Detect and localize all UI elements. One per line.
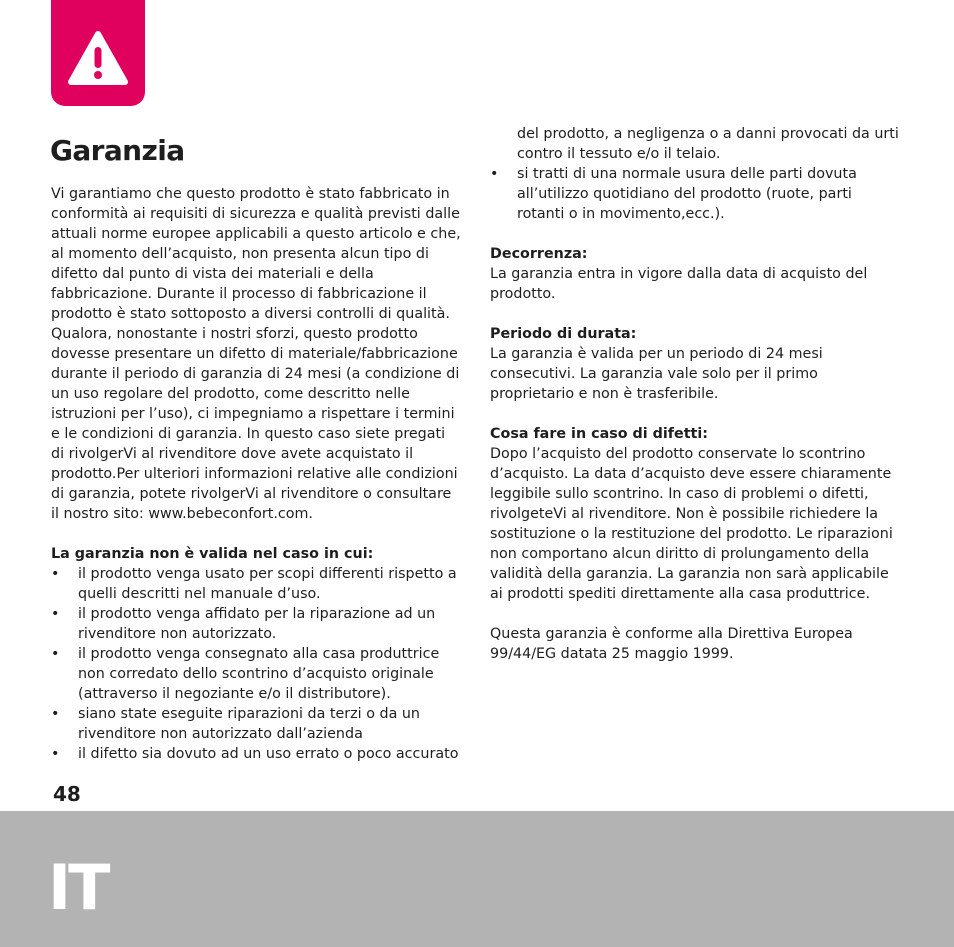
page-number: 48 [53,782,81,806]
difetti-text: Dopo l’acquisto del prodotto conservate lo scontrino d’acquisto. La data d’acquisto deve essere chiaramente leggibile sullo scontrino. In caso di problemi o difetti, rivolgeteVi al rivenditore. Non è possibile richiedere la sostituzione o la restituzione del prodotto. Le riparazioni non comportano alcun diritto di prolungamento della validità della garanzia. La garanzia non sarà applicabile ai prodotti spediti direttamente alla casa produttrice. [490,446,893,602]
periodo-heading: Periodo di durata: [490,326,637,342]
not-valid-heading: La garanzia non è valida nel caso in cui: [51,546,374,562]
list-item: • si tratti di una normale usura delle parti dovuta all’utilizzo quotidiano del prodotto (ruote, parti rotanti o in movimento,ecc.). [490,164,900,224]
list-item: • il difetto sia dovuto ad un uso errato o poco accurato [51,744,461,764]
page-title: Garanzia [50,134,185,167]
conformity-text: Questa garanzia è conforme alla Direttiva Europea 99/44/EG datata 25 maggio 1999. [490,626,853,662]
list-item: • il prodotto venga affidato per la riparazione ad un rivenditore non autorizzato. [51,604,461,644]
list-item-continuation: del prodotto, a negligenza o a danni provocati da urti contro il tessuto e/o il telaio. [517,126,899,162]
left-column [51,184,461,764]
list-item: • il prodotto venga usato per scopi differenti rispetto a quelli descritti nel manuale d’uso. [51,564,461,604]
language-footer [0,811,954,947]
exclusions-list [51,564,461,764]
warning-tab [51,0,145,106]
difetti-heading: Cosa fare in caso di difetti: [490,426,708,442]
warning-triangle-icon [67,30,129,86]
decorrenza-text: La garanzia entra in vigore dalla data di acquisto del prodotto. [490,266,868,302]
list-item: • il prodotto venga consegnato alla casa produttrice non corredato dello scontrino d’acquisto originale (attraverso il negoziante e/o il distributore). [51,644,461,704]
list-item: • siano state eseguite riparazioni da terzi o da un rivenditore non autorizzato dall’azienda [51,704,461,744]
intro-paragraph: Vi garantiamo che questo prodotto è stato fabbricato in conformità ai requisiti di sicurezza e qualità previsti dalle attuali norme europee applicabili a questo articolo e che, al momento dell’acquisto, non presenta alcun tipo di difetto dal punto di vista dei materiali e della fabbricazione. Durante il processo di fabbricazione il prodotto è stato sottoposto a diversi controlli di qualità. Qualora, nonostante i nostri sforzi, questo prodotto dovesse presentare un difetto di materiale/fabbricazione durante il periodo di garanzia di 24 mesi (a condizione di un uso regolare del prodotto, come descritto nelle istruzioni per l’uso), ci impegniamo a rispettare i termini e le condizioni di garanzia. In questo caso siete pregati di rivolgerVi al rivenditore dove avete acquistato il prodotto.Per ulteriori informazioni relative alle condizioni di garanzia, potete rivolgerVi al rivenditore o consultare il nostro sito: www.bebeconfort.com. [51,186,461,522]
language-code: IT [48,851,108,924]
right-column [490,124,900,664]
periodo-text: La garanzia è valida per un periodo di 24 mesi consecutivi. La garanzia vale solo per il primo proprietario e non è trasferibile. [490,346,823,402]
decorrenza-heading: Decorrenza: [490,246,588,262]
exclusions-list-continued [490,164,900,224]
